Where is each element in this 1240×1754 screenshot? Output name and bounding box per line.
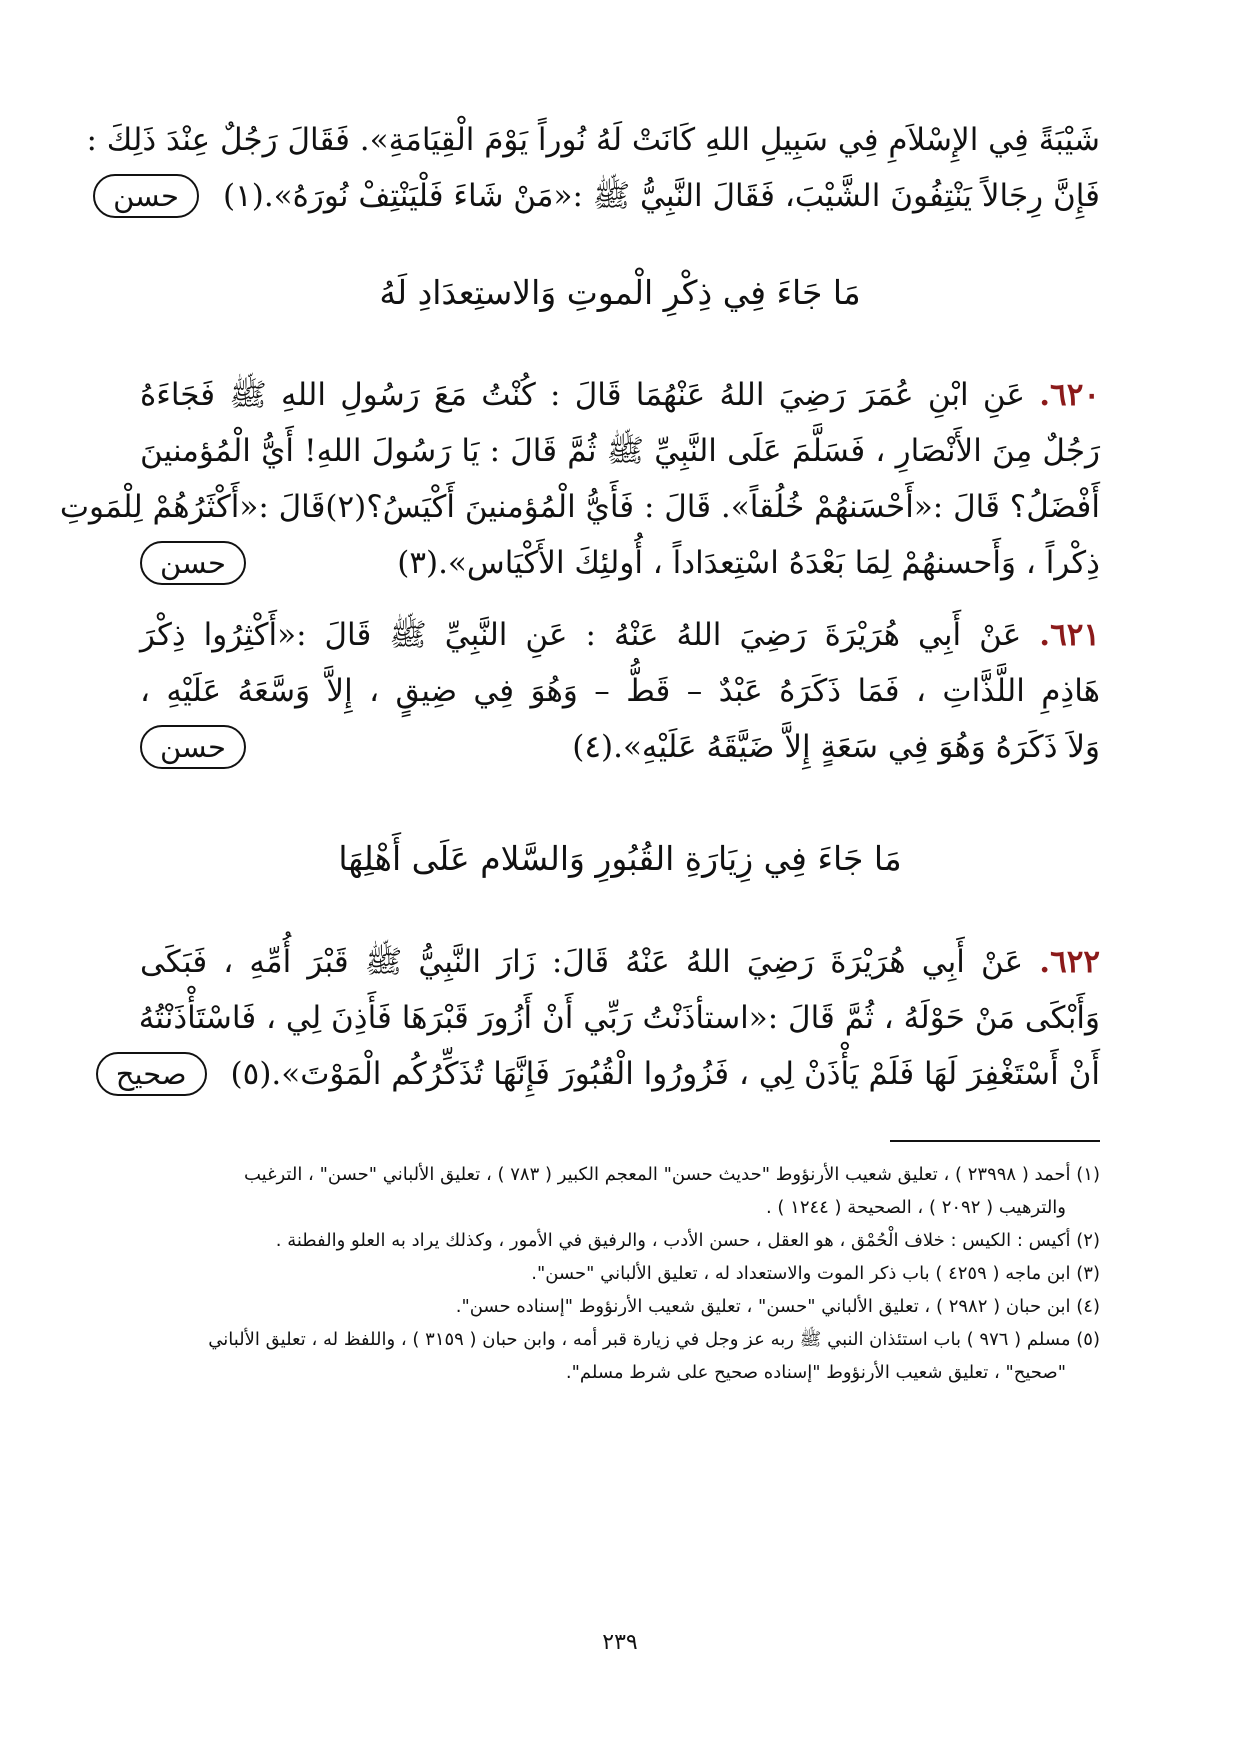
hadith-620-line-1: عَنِ ابْنِ عُمَرَ رَضِيَ اللهُ عَنْهُمَا قَالَ : كُنْتُ مَعَ رَسُولِ اللهِ ﷺ فَجَاءَهُ [140,377,1025,413]
text-line [86,112,1100,168]
hadith-620 [59,367,1100,591]
footnote-4: (٤) ابن حبان ( ٢٩٨٢ ) ، تعليق الألباني "حسن" ، تعليق شعيب الأرنؤوط "إسناده حسن". [455,1296,1100,1317]
hadith-622-line-3: أَنْ أَسْتَغْفِرَ لَهَا فَلَمْ يَأْذَنْ لِي ، فَزُورُوا الْقُبُورَ فَإِنَّهَا تُذَكِّرُكُم الْمَوْتَ».(٥) [230,1056,1100,1092]
hadith-620-line-3: أَفْضَلُ؟ قَالَ :«أَحْسَنهُمْ خُلُقاً». قَالَ : فَأَيُّ الْمُؤمنينَ أَكْيَسُ؟(٢)قَالَ :«أَكْثَرُهُمْ لِلْمَوتِ [59,489,1100,525]
footnote-3: (٣) ابن ماجه ( ٤٢٥٩ ) باب ذكر الموت والاستعداد له ، تعليق الألباني "حسن". [531,1263,1100,1284]
section-heading-death: مَا جَاءَ فِي ذِكْرِ الْموتِ وَالاستِعدَادِ لَهُ [379,273,861,312]
text-line [140,663,1100,719]
grade-badge: حسن [93,174,199,218]
text-line [140,367,1100,423]
hadith-621-line-2: هَاذِمِ اللَّذَّاتِ ، فَمَا ذَكَرَهُ عَبْدٌ – قَطُّ – وَهُوَ فِي ضِيقٍ ، إِلاَّ وَسَّعَهُ عَلَيْهِ ، [140,673,1100,709]
hadith-number: ٦٢١. [1039,617,1101,653]
hadith-622-line-1: عَنْ أَبِي هُرَيْرَةَ رَضِيَ اللهُ عَنْهُ قَالَ: زَارَ النَّبِيُّ ﷺ قَبْرَ أُمِّهِ ، فَبَكَى [140,944,1024,980]
footnote-2: (٢) أكيس : الكيس : خلاف الْحُمْق ، هو العقل ، حسن الأدب ، والرفيق في الأمور ، وكذلك يراد به العلو والفطنة . [275,1230,1100,1251]
footnote-separator [890,1140,1100,1142]
hadith-620-line-2: رَجُلٌ مِنَ الأَنْصَارِ ، فَسَلَّمَ عَلَى النَّبِيِّ ﷺ ثُمَّ قَالَ : يَا رَسُولَ اللهِ! أَيُّ الْمُؤمنينَ [140,433,1100,469]
footnote-5: (٥) مسلم ( ٩٧٦ ) باب استئذان النبي ﷺ ربه عز وجل في زيارة قبر أمه ، وابن حبان ( ٣١٥٩ ) ، واللفظ له ، تعليق الألباني "صحيح" ، تعليق شعيب الأرنؤوط "إسناده صحيح على شرط مسلم". [208,1329,1100,1383]
hadith-number: ٦٢٢. [1039,944,1101,980]
text-line [140,423,1100,479]
footnote-1: (١) أحمد ( ٢٣٩٩٨ ) ، تعليق شعيب الأرنؤوط "حديث حسن" المعجم الكبير ( ٧٨٣ ) ، تعليق الألباني "حسن" ، الترغيب والترهيب ( ٢٠٩٢ ) ، الصحيحة ( ١٢٤٤ ) . [243,1164,1100,1218]
text-line [140,607,1100,663]
grade-badge: صحيح [96,1052,207,1096]
hadith-622 [115,934,1101,1102]
hadith-622-line-2: وَأَبْكَى مَنْ حَوْلَهُ ، ثُمَّ قَالَ :«استأذَنْتُ رَبِّي أَنْ أَزُورَ قَبْرَهَا فَأَذِنَ لِي ، فَاسْتَأْذَنْتُهُ [138,1000,1100,1036]
hadith-620-line-4: ذِكْراً ، وَأَحسنهُمْ لِمَا بَعْدَهُ اسْتِعدَاداً ، أُولئِكَ الأَكْيَاس».(٣) [397,545,1100,581]
intro-paragraph [86,112,1100,224]
hadith-621-line-1: عَنْ أَبِي هُرَيْرَةَ رَضِيَ اللهُ عَنْهُ : عَنِ النَّبِيِّ ﷺ قَالَ :«أَكْثِرُوا ذِكْرَ [140,617,1022,653]
intro-line-2: فَإِنَّ رِجَالاً يَنْتِفُونَ الشَّيْبَ، فَقَالَ النَّبِيُّ ﷺ :«مَنْ شَاءَ فَلْيَنْتِفْ نُورَهُ».(١) [222,178,1100,214]
hadith-621 [140,607,1100,775]
text-line [140,719,1100,775]
hadith-number: ٦٢٠. [1039,377,1100,413]
section-heading-graves: مَا جَاءَ فِي زِيَارَةِ القُبُورِ وَالسَّلام عَلَى أَهْلِهَا [338,839,902,878]
text-line [140,990,1100,1046]
grade-badge: حسن [140,541,246,585]
hadith-621-line-3: وَلاَ ذَكَرَهُ وَهُوَ فِي سَعَةٍ إِلاَّ ضَيَّقَهُ عَلَيْهِ».(٤) [572,729,1100,765]
intro-line-1: شَيْبَةً فِي الإِسْلاَمِ فِي سَبِيلِ اللهِ كَانَتْ لَهُ نُوراً يَوْمَ الْقِيَامَةِ». فَقَالَ رَجُلٌ عِنْدَ ذَلِكَ : [86,122,1100,158]
footnotes [140,1158,1100,1389]
grade-badge: حسن [140,725,246,769]
page-number: ٢٣٩ [602,1630,638,1655]
text-line [140,535,1100,591]
text-line [115,1046,1100,1102]
text-line [59,479,1100,535]
text-line [113,168,1100,224]
text-line [140,934,1100,990]
